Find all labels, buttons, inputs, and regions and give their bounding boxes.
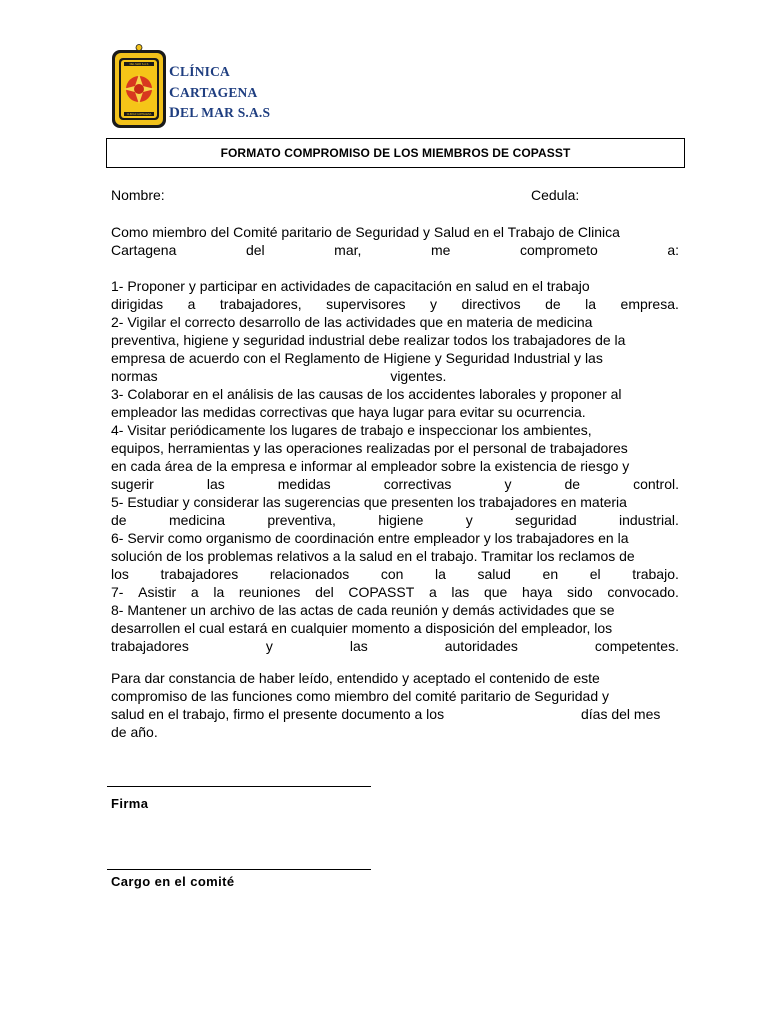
document-title-text: FORMATO COMPROMISO DE LOS MIEMBROS DE COPASST — [220, 146, 571, 160]
svg-text:DEL MAR S.A.S: DEL MAR S.A.S — [129, 63, 149, 67]
commitment-word: competentes. — [594, 638, 679, 654]
clinic-brand-name — [169, 62, 270, 124]
closing-line-4: de año. — [111, 724, 158, 740]
intro-word: me — [430, 242, 451, 258]
commitment-line: 3- Colaborar en el análisis de las causas de los accidentes laborales y proponer al — [111, 386, 622, 402]
cargo-signature-line — [107, 869, 371, 870]
intro-paragraph — [111, 223, 679, 259]
brand-line-1 — [169, 62, 270, 83]
cargo-label: Cargo en el comité — [111, 874, 235, 889]
svg-text:CLINICA CARTAGENA: CLINICA CARTAGENA — [126, 113, 152, 117]
commitment-line: equipos, herramientas y las operaciones realizadas por el personal de trabajadores — [111, 440, 628, 456]
commitment-word: y — [504, 476, 512, 492]
commitment-word: trabajadores, — [219, 296, 302, 312]
commitment-line — [111, 367, 679, 385]
commitment-word: medicina — [168, 512, 225, 528]
closing-line-3a: salud en el trabajo, firmo el presente documento a los — [111, 706, 445, 722]
commitment-line: 6- Servir como organismo de coordinación entre empleador y los trabajadores en la — [111, 530, 629, 546]
commitment-line: 2- Vigilar el correcto desarrollo de las actividades que en materia de medicina — [111, 314, 593, 330]
firma-signature-line — [107, 786, 371, 787]
brand-line-2 — [169, 83, 270, 104]
commitment-word: y — [429, 296, 437, 312]
commitment-word: normas — [111, 368, 158, 384]
commitment-line: preventiva, higiene y seguridad industrial debe realizar todos los trabajadores de la — [111, 332, 626, 348]
commitment-word: reuniones — [238, 584, 301, 600]
commitment-line: en cada área de la empresa e informar al empleador sobre la existencia de riesgo y — [111, 458, 630, 474]
commitment-word: los — [111, 566, 129, 582]
commitment-line: 5- Estudiar y considerar las sugerencias que presenten los trabajadores en materia — [111, 494, 627, 510]
closing-paragraph — [111, 669, 679, 741]
commitment-word: relacionados — [269, 566, 350, 582]
brand-line-rest: EL MAR S.A.S — [180, 105, 271, 120]
commitment-word: la — [213, 584, 225, 600]
commitment-word: seguridad — [515, 512, 577, 528]
commitment-word: que — [483, 584, 508, 600]
closing-line-3 — [111, 705, 679, 723]
commitment-word: las — [206, 476, 225, 492]
commitment-word: con — [380, 566, 404, 582]
commitment-word: de — [111, 512, 127, 528]
clinic-logo-icon — [110, 44, 168, 134]
brand-line-cap: C — [169, 84, 181, 101]
brand-line-rest: LÍNICA — [180, 64, 231, 79]
brand-line-3 — [169, 103, 270, 124]
intro-word: a: — [667, 242, 679, 258]
commitment-word: sugerir — [111, 476, 154, 492]
nombre-cedula-row — [111, 187, 679, 205]
commitment-word: industrial. — [619, 512, 679, 528]
commitment-word: preventiva, — [267, 512, 336, 528]
commitment-word: de — [545, 296, 561, 312]
commitment-word: medidas — [277, 476, 331, 492]
commitment-line: 8- Mantener un archivo de las actas de cada reunión y demás actividades que se — [111, 602, 615, 618]
commitment-line: desarrollen el cual estará en cualquier momento a disposición del empleador, los — [111, 620, 613, 636]
intro-line-1: Como miembro del Comité paritario de Seguridad y Salud en el Trabajo de Clinica — [111, 224, 620, 240]
commitment-word: directivos — [461, 296, 521, 312]
commitment-word: empresa. — [620, 296, 679, 312]
closing-line-1: Para dar constancia de haber leído, entendido y aceptado el contenido de este — [111, 670, 600, 686]
commitment-word: en — [542, 566, 559, 582]
intro-word: Cartagena — [111, 242, 177, 258]
commitment-word: autoridades — [444, 638, 518, 654]
brand-line-cap: C — [169, 64, 181, 80]
commitment-word: COPASST — [348, 584, 415, 600]
commitment-word: dirigidas — [111, 296, 164, 312]
commitment-word: a — [187, 296, 196, 312]
commitment-line: 4- Visitar periódicamente los lugares de trabajo e inspeccionar los ambientes, — [111, 422, 592, 438]
commitment-line: solución de los problemas relativos a la salud en el trabajo. Tramitar los reclamos de — [111, 548, 635, 564]
commitment-line — [111, 565, 679, 583]
commitment-word: Asistir — [138, 584, 177, 600]
commitment-word: trabajo. — [632, 566, 679, 582]
cedula-label: Cedula: — [531, 187, 580, 203]
commitment-line: empleador las medidas correctivas que haya lugar para evitar su ocurrencia. — [111, 404, 586, 420]
commitment-line — [111, 511, 679, 529]
intro-line-2 — [111, 241, 679, 259]
intro-word: comprometo — [519, 242, 598, 258]
commitments-list — [111, 277, 679, 655]
commitment-word: las — [349, 638, 368, 654]
commitment-word: convocado. — [607, 584, 679, 600]
intro-word: mar, — [334, 242, 362, 258]
commitment-word: y — [465, 512, 473, 528]
commitment-word: sido — [566, 584, 593, 600]
commitment-word: trabajadores — [160, 566, 239, 582]
commitment-word: y — [265, 638, 273, 654]
commitment-word: control. — [633, 476, 679, 492]
commitment-line — [111, 475, 679, 493]
brand-line-cap: D — [169, 105, 181, 121]
commitment-word: la — [435, 566, 446, 582]
commitment-line — [111, 637, 679, 655]
commitment-word: el — [589, 566, 601, 582]
commitment-word: higiene — [378, 512, 424, 528]
intro-word: del — [245, 242, 265, 258]
commitment-word: haya — [521, 584, 553, 600]
firma-label: Firma — [111, 796, 149, 811]
closing-line-2: compromiso de las funciones como miembro del comité paritario de Seguridad y — [111, 688, 610, 704]
document-title — [106, 138, 685, 168]
commitment-line: 1- Proponer y participar en actividades de capacitación en salud en el trabajo — [111, 278, 590, 294]
brand-line-rest: ARTAGENA — [180, 84, 258, 100]
commitment-word: la — [585, 296, 597, 312]
commitment-line — [111, 295, 679, 313]
commitment-word: 7- — [111, 584, 124, 600]
commitment-line — [111, 583, 679, 601]
commitment-line: empresa de acuerdo con el Reglamento de Higiene y Seguridad Industrial y las — [111, 350, 603, 366]
commitment-word: vigentes. — [390, 368, 447, 384]
commitment-word: supervisores — [326, 296, 406, 312]
commitment-word: trabajadores — [111, 638, 189, 654]
commitment-word: del — [315, 584, 334, 600]
commitment-word: a — [428, 584, 437, 600]
commitment-word: correctivas — [383, 476, 452, 492]
commitment-word: de — [564, 476, 581, 492]
nombre-label: Nombre: — [111, 187, 165, 203]
closing-line-3b: días del mes — [581, 706, 661, 722]
commitment-word: a — [190, 584, 199, 600]
commitment-word: las — [451, 584, 470, 600]
commitment-word: salud — [477, 566, 511, 582]
